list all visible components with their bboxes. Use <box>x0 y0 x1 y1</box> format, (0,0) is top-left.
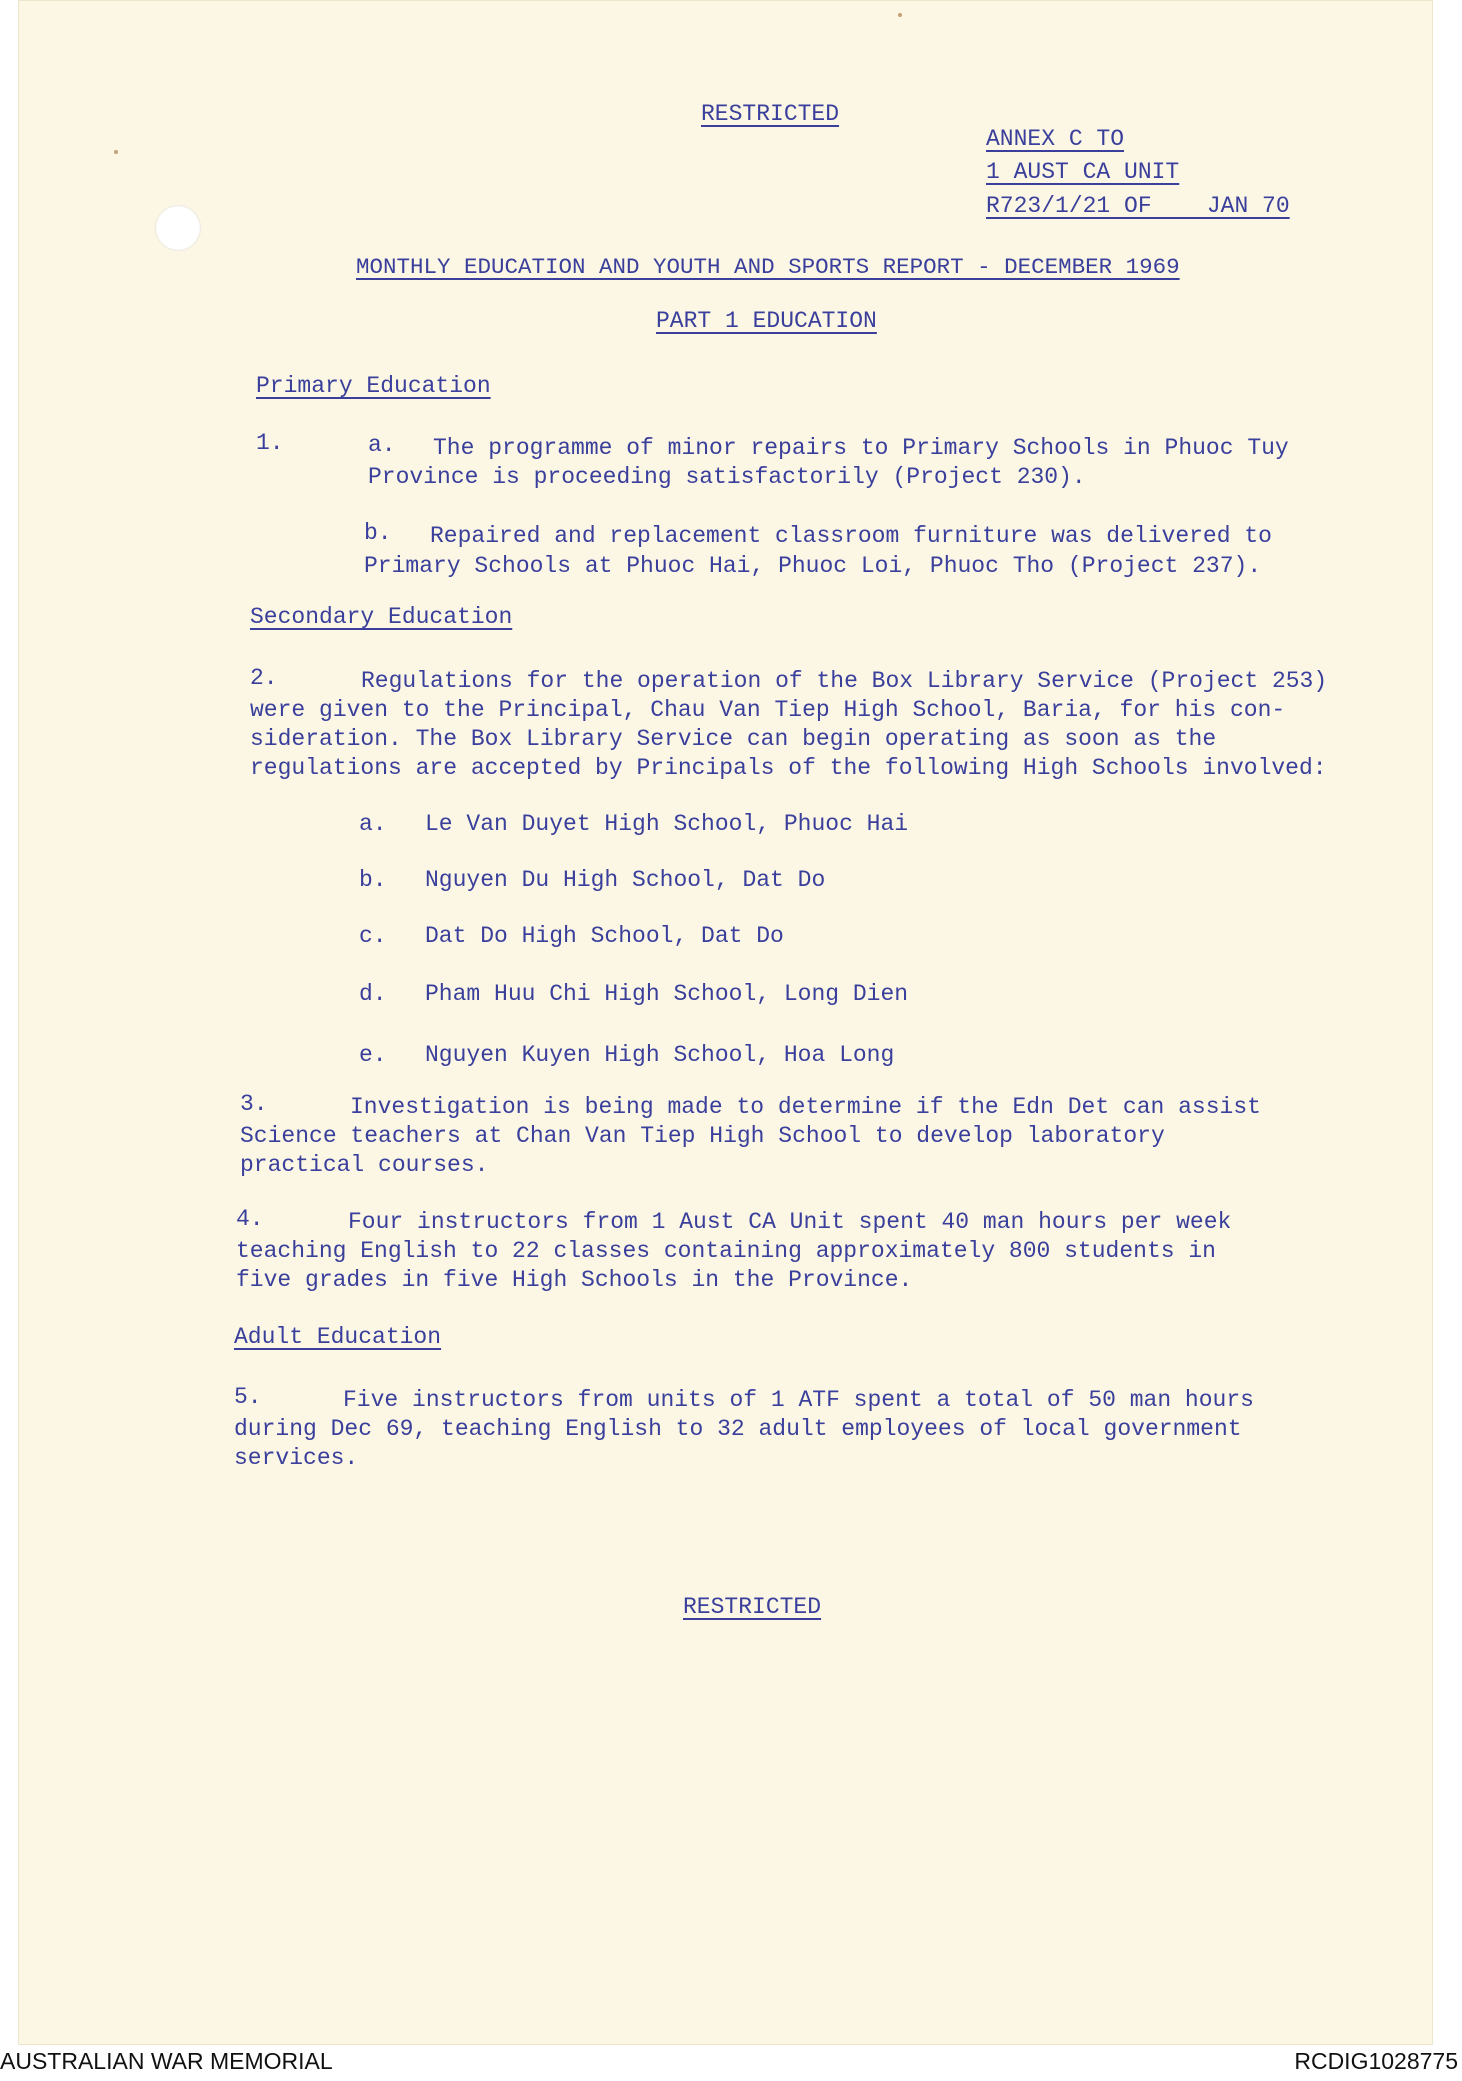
school-name: Dat Do High School, Dat Do <box>425 923 784 949</box>
paragraph-5-body: during Dec 69, teaching English to 32 adult employees of local government services. <box>234 1416 1242 1471</box>
item-label: e. <box>359 1042 387 1068</box>
classification-top: RESTRICTED <box>701 101 840 127</box>
paragraph-3-body: Science teachers at Chan Van Tiep High School to develop laboratory practical courses. <box>240 1123 1165 1178</box>
item-label: c. <box>359 923 387 949</box>
paragraph-number: 2. <box>250 665 278 691</box>
annex-line: R723/1/21 OF JAN 70 <box>986 193 1290 219</box>
school-name: Pham Huu Chi High School, Long Dien <box>425 981 909 1007</box>
paragraph-number: 5. <box>234 1384 262 1410</box>
paper-speck <box>898 13 902 17</box>
item-label: a. <box>359 811 387 837</box>
section-heading-primary: Primary Education <box>256 373 491 399</box>
section-heading-secondary: Secondary Education <box>250 604 513 630</box>
item-label: b. <box>364 520 392 546</box>
paragraph-4-first-line: Four instructors from 1 Aust CA Unit spent 40 man hours per week <box>348 1209 1232 1235</box>
item-label: a. <box>368 432 396 458</box>
paragraph-5-first-line: Five instructors from units of 1 ATF spent a total of 50 man hours <box>343 1387 1254 1413</box>
paragraph-2-body: were given to the Principal, Chau Van Tiep High School, Baria, for his con- sideration. The Box Library Service can begin operating as soon as the regulations are accepted by Principals of the following High Schools involved: <box>250 697 1327 781</box>
paragraph-number: 3. <box>240 1091 268 1117</box>
school-name: Nguyen Du High School, Dat Do <box>425 867 826 893</box>
primary-item-a-continued: Province is proceeding satisfactorily (Project 230). <box>368 464 1086 490</box>
paragraph-2-first-line: Regulations for the operation of the Box Library Service (Project 253) <box>361 668 1328 694</box>
annex-line: ANNEX C TO <box>986 126 1125 152</box>
paragraph-number: 1. <box>256 430 284 456</box>
school-name: Le Van Duyet High School, Phuoc Hai <box>425 811 909 837</box>
footer-reference: RCDIG1028775 <box>1294 2048 1458 2074</box>
primary-item-a: The programme of minor repairs to Primary Schools in Phuoc Tuy <box>433 435 1289 461</box>
punch-hole <box>155 205 201 251</box>
school-name: Nguyen Kuyen High School, Hoa Long <box>425 1042 895 1068</box>
paragraph-number: 4. <box>236 1206 264 1232</box>
primary-item-b-continued: Primary Schools at Phuoc Hai, Phuoc Loi, Phuoc Tho (Project 237). <box>364 553 1262 579</box>
document-page <box>18 0 1433 2045</box>
item-label: d. <box>359 981 387 1007</box>
item-label: b. <box>359 867 387 893</box>
paragraph-3-first-line: Investigation is being made to determine if the Edn Det can assist <box>350 1094 1261 1120</box>
classification-bottom: RESTRICTED <box>683 1594 822 1620</box>
report-title: MONTHLY EDUCATION AND YOUTH AND SPORTS REPORT - DECEMBER 1969 <box>356 254 1180 280</box>
section-heading-adult: Adult Education <box>234 1324 442 1350</box>
footer-source: AUSTRALIAN WAR MEMORIAL <box>0 2048 333 2074</box>
primary-item-b: Repaired and replacement classroom furniture was delivered to <box>430 523 1272 549</box>
paper-speck <box>114 150 118 154</box>
annex-line: 1 AUST CA UNIT <box>986 159 1180 185</box>
part-title: PART 1 EDUCATION <box>656 308 877 334</box>
paragraph-4-body: teaching English to 22 classes containing approximately 800 students in five grades in five High Schools in the Province. <box>236 1238 1216 1293</box>
